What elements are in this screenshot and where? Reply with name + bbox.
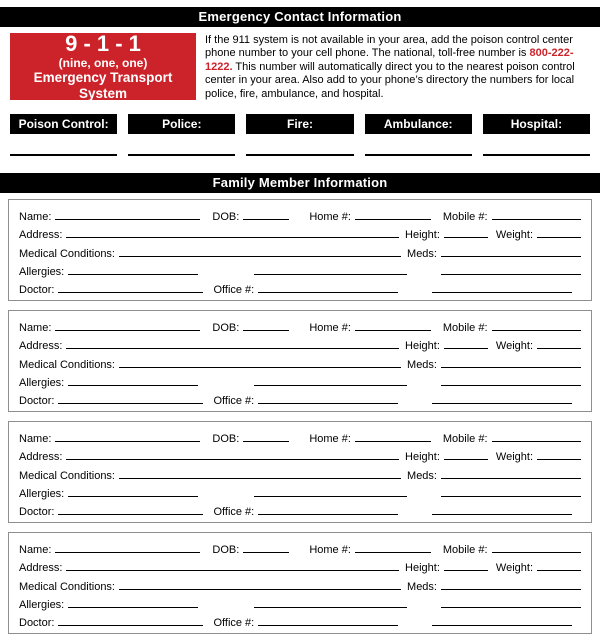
dob-blank-line xyxy=(243,552,289,553)
office-phone-label: Office #: xyxy=(213,616,255,629)
emergency-section-header: Emergency Contact Information xyxy=(0,7,600,27)
911-pronunciation: (nine, one, one) xyxy=(58,55,148,70)
emergency-contacts-blank-lines xyxy=(10,154,590,156)
allergies-blank-line xyxy=(68,607,198,608)
member-row-medical xyxy=(19,352,581,370)
home-phone-blank-line xyxy=(355,552,431,553)
meds-blank-line xyxy=(441,367,581,368)
name-blank-line xyxy=(55,330,200,331)
name-blank-line xyxy=(55,219,200,220)
weight-label: Weight: xyxy=(495,340,533,353)
weight-blank-line xyxy=(537,570,581,571)
address-label: Address: xyxy=(19,562,63,575)
doctor-label: Doctor: xyxy=(19,394,55,407)
instructions-text-before: If the 911 system is not available in your area, add the poison control center phone number to your cell phone. The national, toll-free number is xyxy=(205,34,573,60)
home-phone-blank-line xyxy=(355,330,431,331)
allergies-continuation-line xyxy=(254,607,407,608)
home-phone-blank-line xyxy=(355,219,431,220)
intro-section xyxy=(10,30,590,101)
member-row-medical xyxy=(19,574,581,592)
medical-conditions-label: Medical Conditions: xyxy=(19,247,115,260)
contact-label-fire: Fire: xyxy=(246,114,353,134)
allergies-label: Allergies: xyxy=(19,487,65,500)
member-row-allergies xyxy=(19,593,581,611)
mobile-phone-blank-line xyxy=(492,552,581,553)
ambulance-blank-line xyxy=(365,154,472,156)
medical-conditions-label: Medical Conditions: xyxy=(19,469,115,482)
hospital-blank-line xyxy=(483,154,590,156)
member-row-name xyxy=(19,427,581,445)
dob-blank-line xyxy=(243,330,289,331)
height-label: Height: xyxy=(405,562,440,575)
home-phone-label: Home #: xyxy=(309,544,351,557)
meds-continuation-line-1 xyxy=(441,496,581,497)
meds-continuation-line-2 xyxy=(432,514,572,515)
mobile-phone-blank-line xyxy=(492,441,581,442)
member-row-doctor xyxy=(19,278,581,296)
member-row-name xyxy=(19,538,581,556)
mobile-phone-blank-line xyxy=(492,330,581,331)
name-label: Name: xyxy=(19,433,52,446)
family-member-list xyxy=(8,199,592,634)
contact-label-police: Police: xyxy=(128,114,235,134)
name-label: Name: xyxy=(19,322,52,335)
member-row-address xyxy=(19,223,581,241)
height-blank-line xyxy=(444,459,488,460)
instructions-text-after: This number will automatically direct you to the nearest poison control center in your area. Also add to your phone’s directory the numbers for local police, fire, ambulance, and hospital. xyxy=(205,60,575,100)
member-row-allergies xyxy=(19,260,581,278)
weight-label: Weight: xyxy=(495,451,533,464)
weight-blank-line xyxy=(537,237,581,238)
name-label: Name: xyxy=(19,211,52,224)
name-label: Name: xyxy=(19,544,52,557)
911-callout xyxy=(10,30,196,101)
fire-blank-line xyxy=(246,154,353,156)
address-label: Address: xyxy=(19,340,63,353)
dob-label: DOB: xyxy=(212,433,240,446)
meds-label: Meds: xyxy=(407,580,437,593)
home-phone-label: Home #: xyxy=(309,211,351,224)
medical-conditions-blank-line xyxy=(119,256,401,257)
weight-label: Weight: xyxy=(495,562,533,575)
member-row-medical xyxy=(19,241,581,259)
address-blank-line xyxy=(66,459,399,460)
office-phone-label: Office #: xyxy=(213,283,255,296)
name-blank-line xyxy=(55,552,200,553)
office-phone-blank-line xyxy=(258,514,398,515)
meds-continuation-line-2 xyxy=(432,292,572,293)
allergies-blank-line xyxy=(68,274,198,275)
911-number: 9 - 1 - 1 xyxy=(65,30,141,56)
member-row-name xyxy=(19,205,581,223)
poison-control-phone-number: 800-222-1222. xyxy=(205,47,574,73)
address-blank-line xyxy=(66,348,399,349)
meds-label: Meds: xyxy=(407,358,437,371)
poison-control-blank-line xyxy=(10,154,117,156)
name-blank-line xyxy=(55,441,200,442)
family-member-card xyxy=(8,199,592,301)
contact-label-poison-control: Poison Control: xyxy=(10,114,117,134)
family-member-card xyxy=(8,532,592,634)
member-row-address xyxy=(19,556,581,574)
allergies-label: Allergies: xyxy=(19,265,65,278)
member-row-address xyxy=(19,445,581,463)
office-phone-label: Office #: xyxy=(213,394,255,407)
address-blank-line xyxy=(66,237,399,238)
911-system-name: Emergency Transport System xyxy=(33,69,173,101)
meds-continuation-line-2 xyxy=(432,403,572,404)
meds-blank-line xyxy=(441,478,581,479)
police-blank-line xyxy=(128,154,235,156)
office-phone-blank-line xyxy=(258,292,398,293)
height-label: Height: xyxy=(405,340,440,353)
doctor-label: Doctor: xyxy=(19,505,55,518)
doctor-blank-line xyxy=(58,625,203,626)
instructions-paragraph xyxy=(205,33,590,101)
weight-blank-line xyxy=(537,348,581,349)
meds-label: Meds: xyxy=(407,247,437,260)
member-row-allergies xyxy=(19,482,581,500)
dob-blank-line xyxy=(243,441,289,442)
mobile-phone-label: Mobile #: xyxy=(442,322,488,335)
family-section-header: Family Member Information xyxy=(0,173,600,193)
office-phone-label: Office #: xyxy=(213,505,255,518)
member-row-doctor xyxy=(19,389,581,407)
member-row-address xyxy=(19,334,581,352)
meds-continuation-line-2 xyxy=(432,625,572,626)
doctor-blank-line xyxy=(58,292,203,293)
meds-continuation-line-1 xyxy=(441,607,581,608)
emergency-contacts-row xyxy=(10,114,590,134)
height-label: Height: xyxy=(405,451,440,464)
family-member-card xyxy=(8,310,592,412)
office-phone-blank-line xyxy=(258,403,398,404)
mobile-phone-blank-line xyxy=(492,219,581,220)
medical-conditions-blank-line xyxy=(119,589,401,590)
doctor-blank-line xyxy=(58,514,203,515)
dob-label: DOB: xyxy=(212,322,240,335)
office-phone-blank-line xyxy=(258,625,398,626)
family-member-card xyxy=(8,421,592,523)
medical-conditions-blank-line xyxy=(119,367,401,368)
allergies-continuation-line xyxy=(254,385,407,386)
contact-label-ambulance: Ambulance: xyxy=(365,114,472,134)
contact-label-hospital: Hospital: xyxy=(483,114,590,134)
height-blank-line xyxy=(444,348,488,349)
meds-continuation-line-1 xyxy=(441,385,581,386)
home-phone-blank-line xyxy=(355,441,431,442)
dob-blank-line xyxy=(243,219,289,220)
doctor-label: Doctor: xyxy=(19,283,55,296)
dob-label: DOB: xyxy=(212,544,240,557)
emergency-contact-form xyxy=(0,7,600,634)
member-row-name xyxy=(19,316,581,334)
mobile-phone-label: Mobile #: xyxy=(442,211,488,224)
allergies-blank-line xyxy=(68,385,198,386)
weight-label: Weight: xyxy=(495,229,533,242)
dob-label: DOB: xyxy=(212,211,240,224)
meds-continuation-line-1 xyxy=(441,274,581,275)
allergies-label: Allergies: xyxy=(19,598,65,611)
mobile-phone-label: Mobile #: xyxy=(442,433,488,446)
weight-blank-line xyxy=(537,459,581,460)
meds-blank-line xyxy=(441,256,581,257)
address-label: Address: xyxy=(19,229,63,242)
meds-blank-line xyxy=(441,589,581,590)
member-row-doctor xyxy=(19,500,581,518)
height-blank-line xyxy=(444,570,488,571)
doctor-blank-line xyxy=(58,403,203,404)
home-phone-label: Home #: xyxy=(309,433,351,446)
mobile-phone-label: Mobile #: xyxy=(442,544,488,557)
member-row-medical xyxy=(19,463,581,481)
height-blank-line xyxy=(444,237,488,238)
meds-label: Meds: xyxy=(407,469,437,482)
doctor-label: Doctor: xyxy=(19,616,55,629)
medical-conditions-label: Medical Conditions: xyxy=(19,580,115,593)
allergies-label: Allergies: xyxy=(19,376,65,389)
medical-conditions-blank-line xyxy=(119,478,401,479)
member-row-doctor xyxy=(19,611,581,629)
allergies-continuation-line xyxy=(254,496,407,497)
allergies-blank-line xyxy=(68,496,198,497)
address-blank-line xyxy=(66,570,399,571)
allergies-continuation-line xyxy=(254,274,407,275)
member-row-allergies xyxy=(19,371,581,389)
home-phone-label: Home #: xyxy=(309,322,351,335)
medical-conditions-label: Medical Conditions: xyxy=(19,358,115,371)
address-label: Address: xyxy=(19,451,63,464)
height-label: Height: xyxy=(405,229,440,242)
